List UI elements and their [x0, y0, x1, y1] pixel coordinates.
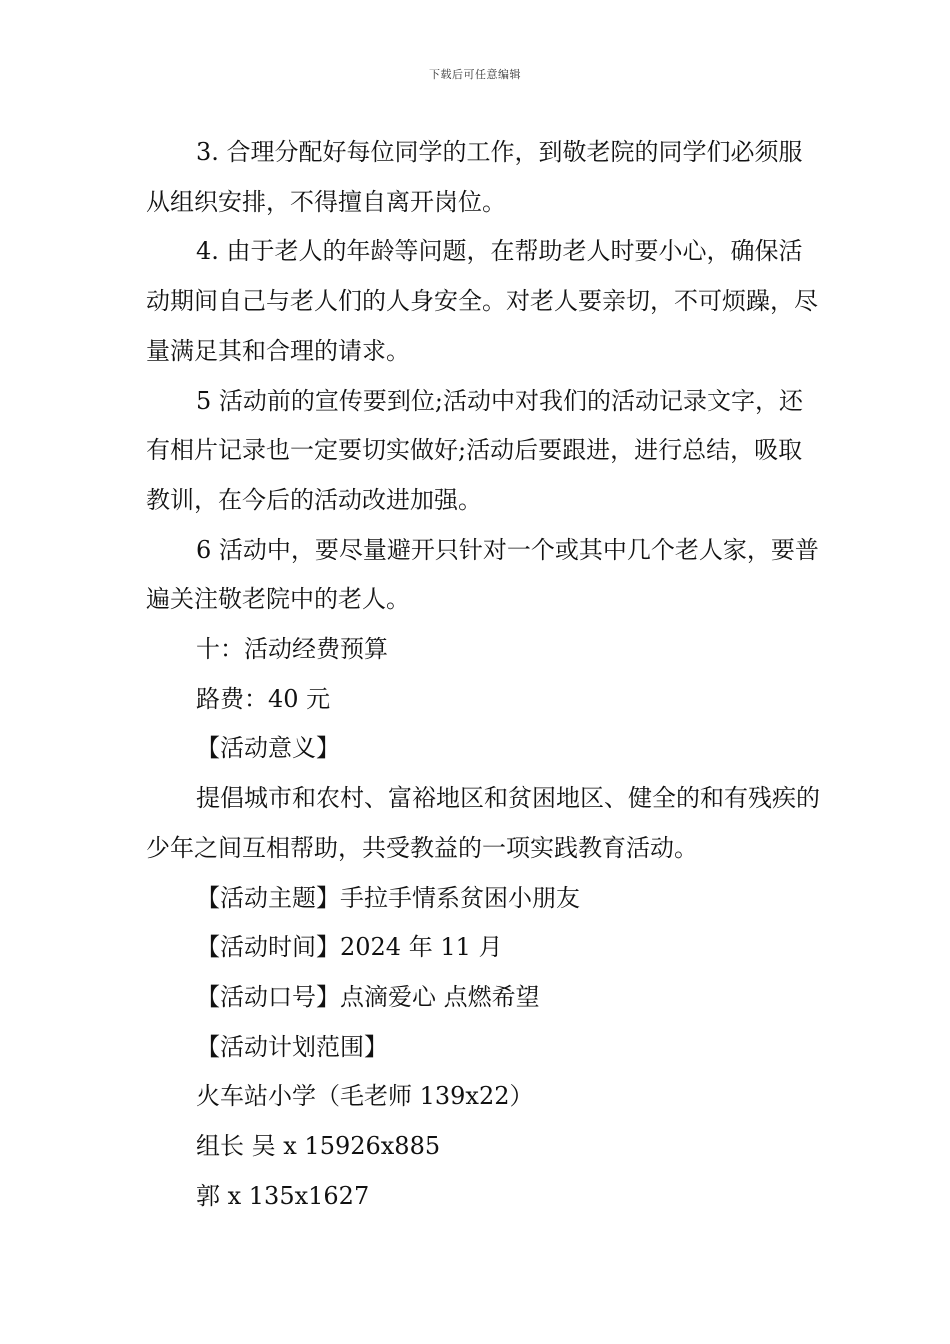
document-body — [146, 128, 826, 1221]
paragraph-item-6: 6 活动中，要尽量避开只针对一个或其中几个老人家，要普遍关注敬老院中的老人。 — [146, 535, 819, 614]
header-note: 下载后可任意编辑 — [429, 68, 521, 81]
activity-theme: 【活动主题】手拉手情系贫困小朋友 — [196, 883, 580, 912]
paragraph-item-5: 5 活动前的宣传要到位;活动中对我们的活动记录文字，还有相片记录也一定要切实做好;活动后要跟进，进行总结，吸取教训，在今后的活动改进加强。 — [146, 386, 803, 514]
budget-travel-cost: 路费：40 元 — [196, 684, 331, 713]
section-scope-heading: 【活动计划范围】 — [196, 1032, 388, 1061]
school-contact: 火车站小学（毛老师 139x22） — [196, 1082, 534, 1111]
activity-time: 【活动时间】2024 年 11 月 — [196, 933, 503, 962]
paragraph-item-3: 3. 合理分配好每位同学的工作，到敬老院的同学们必须服从组织安排，不得擅自离开岗位。 — [146, 138, 803, 216]
significance-text: 提倡城市和农村、富裕地区和贫困地区、健全的和有残疾的少年之间互相帮助，共受教益的一项实践教育活动。 — [146, 784, 820, 862]
leader-contact: 组长 吴 x 15926x885 — [196, 1132, 441, 1161]
paragraph-item-4: 4. 由于老人的年龄等问题，在帮助老人时要小心，确保活动期间自己与老人们的人身安全。对老人要亲切，不可烦躁，尽量满足其和合理的请求。 — [146, 237, 818, 365]
section-budget-heading: 十：活动经费预算 — [196, 635, 388, 664]
member-contact: 郭 x 135x1627 — [196, 1181, 370, 1210]
section-significance-heading: 【活动意义】 — [196, 734, 340, 763]
activity-slogan: 【活动口号】点滴爱心 点燃希望 — [196, 982, 540, 1011]
